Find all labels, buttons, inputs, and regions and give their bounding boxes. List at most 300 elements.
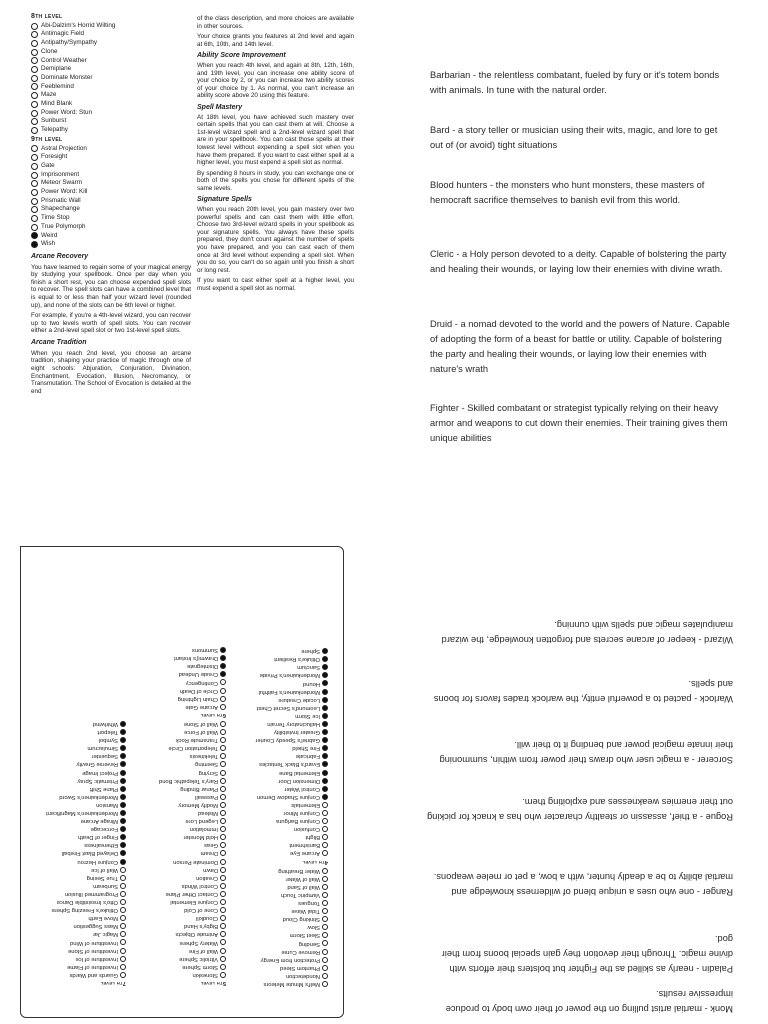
spell-name: Rary's Telepathic Bond <box>158 777 218 784</box>
checkbox-circle-icon[interactable] <box>120 834 126 840</box>
spell-item <box>131 825 226 833</box>
checkbox-circle-icon[interactable] <box>220 745 226 751</box>
checkbox-circle-icon[interactable] <box>322 924 328 930</box>
checkbox-circle-icon[interactable] <box>322 672 328 678</box>
spell-name: Elementals <box>291 801 320 808</box>
spell-name: Antipathy/Sympathy <box>41 39 98 47</box>
checkbox-circle-icon[interactable] <box>322 900 328 906</box>
spell-item <box>31 866 126 874</box>
checkbox-circle-icon[interactable] <box>322 916 328 922</box>
checkbox-circle-icon[interactable] <box>322 729 328 735</box>
spell-name: Hold Monster <box>183 834 218 841</box>
spell-name: Mordenkainen's Magnificent <box>46 810 118 817</box>
checkbox-circle-icon[interactable] <box>322 957 328 963</box>
checkbox-circle-icon[interactable] <box>220 802 226 808</box>
checkbox-circle-icon[interactable] <box>322 778 328 784</box>
spell-item <box>233 768 328 776</box>
checkbox-circle-icon[interactable] <box>120 931 126 937</box>
checkbox-circle-icon[interactable] <box>220 671 226 677</box>
checkbox-circle-icon[interactable] <box>220 778 226 784</box>
spell-item <box>233 907 328 915</box>
spell-name: Telepathy <box>41 126 68 134</box>
checkbox-circle-icon[interactable] <box>120 778 126 784</box>
spell-item <box>31 930 126 938</box>
spell-name: Feeblemind <box>41 82 74 90</box>
spell-name: Control Winds <box>181 882 218 889</box>
spell-item <box>131 687 226 695</box>
checkbox-circle-icon[interactable] <box>322 656 328 662</box>
checkbox-circle-icon[interactable] <box>220 761 226 767</box>
spell-name: Gate <box>41 161 55 169</box>
spell-item <box>233 923 328 931</box>
checkbox-circle-icon[interactable] <box>322 705 328 711</box>
checkbox-circle-icon[interactable] <box>322 834 328 840</box>
checkbox-circle-icon[interactable] <box>120 729 126 735</box>
spell-name: Gabriel's Speedy Courier <box>255 737 320 744</box>
checkbox-circle-icon[interactable] <box>322 770 328 776</box>
checkbox-circle-icon[interactable] <box>120 737 126 743</box>
spell-name: Weird <box>41 231 58 239</box>
spell-name: Contingency <box>185 679 218 686</box>
checkbox-circle-icon[interactable] <box>220 834 226 840</box>
checkbox-circle-icon[interactable] <box>220 915 226 921</box>
spell-item <box>233 915 328 923</box>
checkbox-circle-icon[interactable] <box>220 859 226 865</box>
spell-item <box>31 736 126 744</box>
spell-name: Etherealness <box>84 842 118 849</box>
spell-item <box>131 768 226 776</box>
spell-item <box>131 955 226 963</box>
spell-name: Legend Lore <box>185 818 218 825</box>
checkbox-circle-icon[interactable] <box>120 875 126 881</box>
spell-name: Ice Storm <box>295 712 320 719</box>
checkbox-circle-icon[interactable] <box>120 923 126 929</box>
checkbox-circle-icon[interactable] <box>220 696 226 702</box>
spell-name: Creation <box>196 874 218 881</box>
checkbox-circle-icon[interactable] <box>120 826 126 832</box>
spell-name: Delayed Blast Fireball <box>61 850 118 857</box>
spell-item <box>233 793 328 801</box>
checkbox-circle-icon[interactable] <box>322 908 328 914</box>
checkbox-circle-icon[interactable] <box>220 939 226 945</box>
checkbox-circle-icon[interactable] <box>220 721 226 727</box>
class-sorcerer: Sorcerer - a magic user who draws their power from within, summoning their innate magical power and bending it to their will. <box>439 740 733 765</box>
checkbox-circle-icon[interactable] <box>120 794 126 800</box>
checkbox-circle-icon[interactable] <box>120 964 126 970</box>
signature-spells-p2: If you want to cast either spell at a higher level, you must expend a spell slot as normal. <box>197 277 354 292</box>
checkbox-circle-icon[interactable] <box>220 663 226 669</box>
sheet-level-6th: 6th level <box>200 711 226 718</box>
spell-name: Circle of Death <box>179 687 218 694</box>
spell-item <box>233 777 328 785</box>
checkbox-circle-icon[interactable] <box>220 964 226 970</box>
checkbox-circle-icon[interactable] <box>220 794 226 800</box>
checkbox-circle-icon[interactable] <box>220 679 226 685</box>
checkbox-circle-icon[interactable] <box>220 729 226 735</box>
checkbox-circle-icon[interactable] <box>322 713 328 719</box>
spell-item <box>233 825 328 833</box>
spell-name: Scrying <box>198 769 218 776</box>
spell-item <box>233 849 328 857</box>
spell-item <box>131 971 226 979</box>
checkbox-circle-icon[interactable] <box>120 948 126 954</box>
spell-name: Forcecage <box>90 826 118 833</box>
checkbox-circle-icon[interactable] <box>322 680 328 686</box>
spell-name: Antimagic Field <box>41 30 85 38</box>
checkbox-circle-icon[interactable] <box>220 818 226 824</box>
spell-name: Foresight <box>41 153 68 161</box>
checkbox-circle-icon[interactable] <box>120 891 126 897</box>
checkbox-circle-icon[interactable] <box>322 737 328 743</box>
spell-item <box>233 655 328 663</box>
checkbox-circle-icon[interactable] <box>322 940 328 946</box>
spell-item <box>131 752 226 760</box>
checkbox-circle-icon[interactable] <box>120 842 126 848</box>
spell-name: Wall of Ice <box>91 866 118 873</box>
spell-name: Shapechange <box>41 205 80 213</box>
checkbox-circle-icon[interactable] <box>220 931 226 937</box>
spell-name: Otiluke's Resilient <box>274 656 320 663</box>
spell-name: Sending <box>298 940 320 947</box>
spell-name: Control Weather <box>41 56 87 64</box>
spell-item <box>233 948 328 956</box>
spell-item <box>233 744 328 752</box>
spell-name: Leomund's Secret Chest <box>256 704 320 711</box>
checkbox-circle-icon[interactable] <box>322 753 328 759</box>
spell-name: Elemental Bane <box>279 769 320 776</box>
spell-mastery-title: Spell Mastery <box>197 103 243 111</box>
spell-item <box>131 720 226 728</box>
spell-item <box>233 980 328 988</box>
checkbox-circle-icon[interactable] <box>220 948 226 954</box>
spell-name: Mind Blank <box>41 100 73 108</box>
spell-item <box>31 801 126 809</box>
checkbox-circle-icon[interactable] <box>220 891 226 897</box>
checkbox-circle-icon[interactable] <box>120 939 126 945</box>
spell-item <box>131 938 226 946</box>
spell-item <box>131 858 226 866</box>
spell-item <box>31 833 126 841</box>
class-fighter: Fighter - Skilled combatant or strategist typically relying on their heavy armor and weapons to cut down their enemies. Their training gives them unique abilities <box>430 403 728 443</box>
spell-name: Reverse Gravity <box>76 761 118 768</box>
spell-item <box>31 777 126 785</box>
checkbox-circle-icon[interactable] <box>220 810 226 816</box>
checkbox-circle-icon[interactable] <box>322 818 328 824</box>
spell-name: Control Water <box>284 785 320 792</box>
checkbox-circle-icon[interactable] <box>220 737 226 743</box>
spell-name: Power Word: Kill <box>41 188 88 196</box>
spell-name: Otto's Irresistible Dance <box>56 899 118 906</box>
sheet-level-5th: 5th level <box>200 980 226 986</box>
spell-name: Melf's Minute Meteors <box>263 981 320 987</box>
spell-item <box>131 662 226 670</box>
checkbox-circle-icon[interactable] <box>220 786 226 792</box>
spell-item <box>31 922 126 930</box>
spell-item <box>233 891 328 899</box>
spell-item <box>31 898 126 906</box>
class-druid: Druid - a nomad devoted to the world and the powers of Nature. Capable of adopting the form of a beast for battle or utility. Capable of bolstering the party and healing their wounds, or laying low their enemies with nature's wrath <box>430 319 730 374</box>
spell-name: Symbol <box>98 737 118 744</box>
spell-name: Mass Suggestion <box>73 923 118 930</box>
spell-name: Dawn <box>203 866 218 873</box>
spell-name: Immolation <box>189 826 218 833</box>
spell-item <box>131 874 226 882</box>
spell-item <box>131 785 226 793</box>
spell-name: Demiplane <box>41 65 72 73</box>
spell-name: Power Word: Stun <box>41 108 92 116</box>
spell-name: Otiluke's Freezing Sphere <box>51 907 118 914</box>
checkbox-circle-icon[interactable] <box>322 786 328 792</box>
checkbox-circle-icon[interactable] <box>220 647 226 653</box>
checkbox-circle-icon[interactable] <box>322 981 328 987</box>
spell-item <box>131 963 226 971</box>
checkbox-circle-icon[interactable] <box>220 688 226 694</box>
checkbox-circle-icon[interactable] <box>120 956 126 962</box>
checkbox-circle-icon[interactable] <box>322 949 328 955</box>
checkbox-circle-icon[interactable] <box>120 907 126 913</box>
signature-spells-title: Signature Spells <box>197 196 252 204</box>
spell-item <box>233 663 328 671</box>
spell-name: Arcane Gate <box>185 703 218 710</box>
spell-name: Sunburst <box>41 117 67 125</box>
spell-item <box>31 938 126 946</box>
checkbox-circle-icon[interactable] <box>322 876 328 882</box>
asi-text: When you reach 4th level, and again at 8th, 12th, 16th, and 19th level, you can increase one ability score of your choice by 2, or you can increase two ability scores of your choice by 1. As normal, you can't increase an ability score above 20 using this feature. <box>197 61 354 100</box>
spell-item <box>233 867 328 875</box>
spell-item <box>131 646 226 654</box>
spell-name: Contact Other Plane <box>165 890 218 897</box>
spell-item <box>31 955 126 963</box>
spell-item <box>31 728 126 736</box>
spell-name: Clone <box>41 47 58 55</box>
checkbox-circle-icon[interactable] <box>322 648 328 654</box>
spell-name: Whirlwind <box>92 721 118 727</box>
spell-name: Slow <box>307 924 320 931</box>
checkbox-circle-icon[interactable] <box>322 689 328 695</box>
spell-item <box>31 817 126 825</box>
class-cleric: Cleric - a Holy person devoted to a deity. Capable of bolstering the party and healing their wounds, or laying low their enemies with divine wrath. <box>430 249 727 274</box>
spell-name: Modify Memory <box>178 801 218 808</box>
checkbox-circle-icon[interactable] <box>120 850 126 856</box>
checkbox-circle-icon[interactable] <box>322 884 328 890</box>
class-rogue: Rogue - a thief, assassin or stealthy character who has a knack for picking out their enemies weaknesses and exploiting them. <box>427 797 733 822</box>
spell-item <box>31 760 126 768</box>
spell-name: Conjure Minor <box>283 810 320 817</box>
checkbox-circle-icon[interactable] <box>120 899 126 905</box>
spell-name: Vitriolic Sphere <box>179 955 218 962</box>
checkbox-circle-icon[interactable] <box>322 868 328 874</box>
spell-item <box>31 858 126 866</box>
checkbox-circle-icon[interactable] <box>120 802 126 808</box>
class-monk: Monk - martial artist pulling on the power of their own body to produce impressive results. <box>445 989 733 1014</box>
spell-name: Water Breathing <box>278 867 320 874</box>
spell-name: Mordenkainen's Private <box>259 672 320 679</box>
checkbox-circle-icon[interactable] <box>322 721 328 727</box>
spell-name: Phantom Steed <box>280 964 320 971</box>
spell-name: Dream <box>200 850 218 857</box>
checkbox-circle-icon[interactable] <box>220 753 226 759</box>
spell-name: Wall of Water <box>285 875 320 882</box>
checkbox-circle-icon[interactable] <box>220 875 226 881</box>
checkbox-circle-icon[interactable] <box>120 883 126 889</box>
checkbox-circle-icon[interactable] <box>220 770 226 776</box>
checkbox-circle-icon[interactable] <box>220 972 226 978</box>
checkbox-circle-icon[interactable] <box>322 973 328 979</box>
checkbox-circle-icon[interactable] <box>120 745 126 751</box>
spell-name: Investiture of Ice <box>75 955 118 962</box>
spell-name: Programmed Illusion <box>64 890 118 897</box>
spell-item <box>31 963 126 971</box>
spell-item <box>131 866 226 874</box>
spell-name: Mordenkainen's Sword <box>59 793 118 800</box>
spell-item <box>233 696 328 704</box>
checkbox-circle-icon[interactable] <box>220 883 226 889</box>
spell-name: Remove Curse <box>281 948 320 955</box>
checkbox-circle-icon[interactable] <box>220 826 226 832</box>
spell-item <box>131 703 226 711</box>
spell-item <box>131 833 226 841</box>
checkbox-circle-icon[interactable] <box>322 697 328 703</box>
signature-spells-p1: When you reach 20th level, you gain mastery over two powerful spells and can cast them with little effort. Choose two 3rd-level wizard spells in your spellbook as your signature spells. You always have these spells prepared, they don't count against the number of spells you have prepared, and you can cast each of them once at 3rd level without expending a spell slot. When you do so, you can't do so again until you finish a short or long rest. <box>197 206 354 274</box>
spell-name: Time Stop <box>41 214 70 222</box>
spell-name: Hallucinatory Terrain <box>267 721 320 727</box>
checkbox-circle-icon[interactable] <box>120 721 126 727</box>
spell-item <box>131 670 226 678</box>
spell-name: Imprisonment <box>41 170 80 178</box>
spell-item <box>31 947 126 955</box>
checkbox-circle-icon[interactable] <box>120 818 126 824</box>
spell-item <box>131 728 226 736</box>
spell-item <box>233 679 328 687</box>
checkbox-circle-icon[interactable] <box>220 923 226 929</box>
spell-item <box>233 875 328 883</box>
sheet-level-4th: 4th level <box>302 858 328 865</box>
spell-item <box>31 768 126 776</box>
checkbox-circle-icon[interactable] <box>220 655 226 661</box>
spell-name: Conjure Barlgura <box>276 818 320 825</box>
spell-name: Wall of Sand <box>287 883 320 890</box>
checkbox-circle-icon[interactable] <box>322 664 328 670</box>
spell-name: True Polymorph <box>41 222 86 230</box>
spell-name: Nondetection <box>285 972 320 979</box>
checkbox-circle-icon[interactable] <box>120 972 126 978</box>
sheet-col-b <box>131 646 226 988</box>
spell-item <box>31 785 126 793</box>
spell-item <box>233 841 328 849</box>
checkbox-circle-icon[interactable] <box>220 956 226 962</box>
spell-item <box>233 809 328 817</box>
class-warlock: Warlock - pacted to a powerful entity, the warlock trades favors for boons and spells. <box>433 679 733 704</box>
spell-item <box>233 972 328 980</box>
spell-name: Vampiric Touch <box>280 891 320 898</box>
spell-item <box>233 801 328 809</box>
spell-name: Simulacrum <box>87 745 118 752</box>
spell-item <box>233 883 328 891</box>
spell-item <box>131 898 226 906</box>
spell-name: Blight <box>305 834 320 841</box>
spell-name: True Seeing <box>86 874 118 881</box>
spell-name: Seeming <box>195 761 218 768</box>
spell-item <box>233 817 328 825</box>
checkbox-circle-icon[interactable] <box>322 932 328 938</box>
spell-name: Cone of Cold <box>184 907 218 914</box>
checkbox-circle-icon[interactable] <box>322 850 328 856</box>
checkbox-circle-icon[interactable] <box>220 899 226 905</box>
spell-name: Stoneskin <box>192 971 218 978</box>
checkbox-circle-icon[interactable] <box>322 892 328 898</box>
class-bard: Bard - a story teller or musician using their wits, magic, and lore to get out of (or avoid) tight situations <box>430 125 718 150</box>
sheet-col-c <box>31 720 126 988</box>
checkbox-circle-icon[interactable] <box>220 907 226 913</box>
checkbox-circle-icon[interactable] <box>120 753 126 759</box>
spell-name: Sequester <box>91 753 118 760</box>
spell-name: Storm Sphere <box>182 963 218 970</box>
checkbox-circle-icon[interactable] <box>220 842 226 848</box>
checkbox-circle-icon[interactable] <box>322 810 328 816</box>
checkbox-circle-icon[interactable] <box>120 859 126 865</box>
sheet-col-a <box>233 647 328 988</box>
sheet-level-7th: 7th level <box>100 980 126 986</box>
spell-item <box>31 849 126 857</box>
spell-name: Passwall <box>195 793 218 800</box>
spell-item <box>233 647 328 655</box>
spell-name: Evard's Black Tentacles <box>259 761 320 768</box>
spell-name: Tidal Wave <box>291 908 320 915</box>
checkbox-circle-icon[interactable] <box>220 867 226 873</box>
spell-name: Chain Lightning <box>177 695 218 702</box>
checkbox-circle-icon[interactable] <box>322 802 328 808</box>
spell-name: Teleportation Circle <box>168 745 218 752</box>
spell-name: Maze <box>41 91 57 99</box>
checkbox-circle-icon[interactable] <box>322 761 328 767</box>
spell-item <box>131 744 226 752</box>
spell-item <box>31 874 126 882</box>
spell-item <box>131 654 226 662</box>
checkbox-circle-icon[interactable] <box>322 794 328 800</box>
checkbox-circle-icon[interactable] <box>120 810 126 816</box>
checkbox-circle-icon[interactable] <box>120 761 126 767</box>
spell-item <box>131 914 226 922</box>
spell-item <box>131 678 226 686</box>
spell-item <box>131 849 226 857</box>
spell-item <box>233 964 328 972</box>
checkbox-circle-icon[interactable] <box>322 826 328 832</box>
checkbox-circle-icon[interactable] <box>120 786 126 792</box>
checkbox-circle-icon[interactable] <box>120 915 126 921</box>
spell-name: Geas <box>204 842 218 849</box>
level-heading-8th: 8th level <box>31 13 63 20</box>
checkbox-circle-icon[interactable] <box>322 745 328 751</box>
spell-name: Sunbeam <box>93 882 118 889</box>
spell-item <box>31 720 126 728</box>
spell-name: Protection from Energy <box>260 956 320 963</box>
spell-name: Mirage Arcane <box>80 818 118 825</box>
spell-item <box>31 882 126 890</box>
checkbox-circle-icon[interactable] <box>120 770 126 776</box>
checkbox-circle-icon[interactable] <box>322 842 328 848</box>
spell-item <box>233 728 328 736</box>
checkbox-circle-icon[interactable] <box>220 850 226 856</box>
checkbox-circle-icon[interactable] <box>120 867 126 873</box>
spell-item <box>31 825 126 833</box>
checkbox-circle-icon[interactable] <box>322 965 328 971</box>
checkbox-circle-icon[interactable] <box>220 704 226 710</box>
spell-item <box>31 914 126 922</box>
spell-name: Tongues <box>298 900 320 907</box>
spell-name: Confusion <box>293 826 320 833</box>
arcane-recovery-p2: For example, if you're a 4th-level wizard, you can recover up to two levels worth of spell slots. You can recover either a 2nd-level spell slot or two 1st-level spell slots. <box>31 312 191 335</box>
spell-item <box>233 671 328 679</box>
